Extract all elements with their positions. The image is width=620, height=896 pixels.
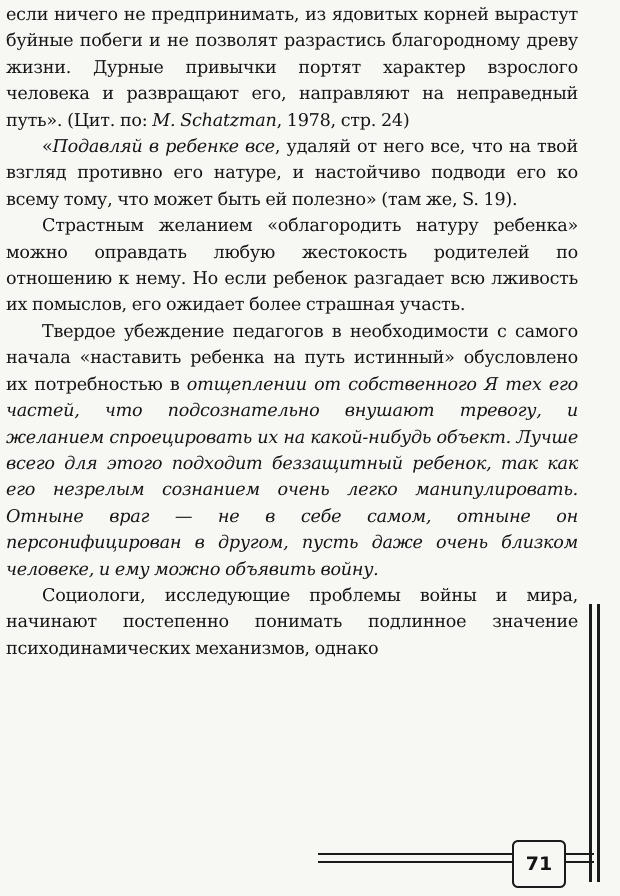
margin-rule-right	[597, 604, 600, 882]
paragraph	[6, 213, 578, 319]
page-number-label: 71	[525, 853, 553, 875]
text-run: Страстным желанием «облагородить натуру ребенка» можно оправдать любую жестокость родителей по отношению к нему. Но если ребенок разгадает всю лживость их помыслов, его ожидает более страшная участь.	[6, 216, 578, 316]
text-run: , 1978, стр. 24)	[276, 110, 410, 131]
italic-text: Подавляй в ребенке все	[52, 137, 275, 158]
page-number	[512, 840, 566, 888]
italic-text: отщеплении от собственного Я тех его частей, что подсознательно внушают тревогу, и желанием спроецировать их на какой-нибудь объект. Лучше всего для этого подходит беззащитный ребенок, так как его незрелым сознанием очень легко манипулировать. Отныне враг — не в себе самом, отныне он персонифицирован в другом, пусть даже очень близком человеке, и ему можно объявить войну.	[6, 374, 579, 580]
text-run: Социологи, исследующие проблемы войны и мира, начинают постепенно понимать подлинное значение психодинамических механизмов, однако	[6, 585, 578, 659]
body-text	[6, 2, 578, 662]
text-run: , удаляй от него все, что на твой взгляд противно его натуре, и настойчиво подводи его ко всему тому, что может быть ей полезно» (там же, S. 19).	[6, 137, 578, 210]
paragraph	[6, 2, 578, 134]
paragraph	[6, 319, 578, 583]
text-run: «	[42, 137, 53, 158]
paragraph	[6, 583, 578, 662]
paragraph	[6, 134, 578, 213]
text-run: если ничего не предпринимать, из ядовитых корней вырастут буйные побеги и не позволят разрастись благородному древу жизни. Дурные привычки портят характер взрослого человека и развращают его, направляют на неправедный путь». (Цит. по:	[6, 5, 578, 131]
margin-rule-left	[589, 604, 592, 882]
italic-text: M. Schatzman	[152, 110, 277, 131]
text-run: Твердое убеждение педагогов в необходимости с самого начала «наставить ребенка на путь истинный» обусловлено их потребностью в	[6, 321, 578, 395]
